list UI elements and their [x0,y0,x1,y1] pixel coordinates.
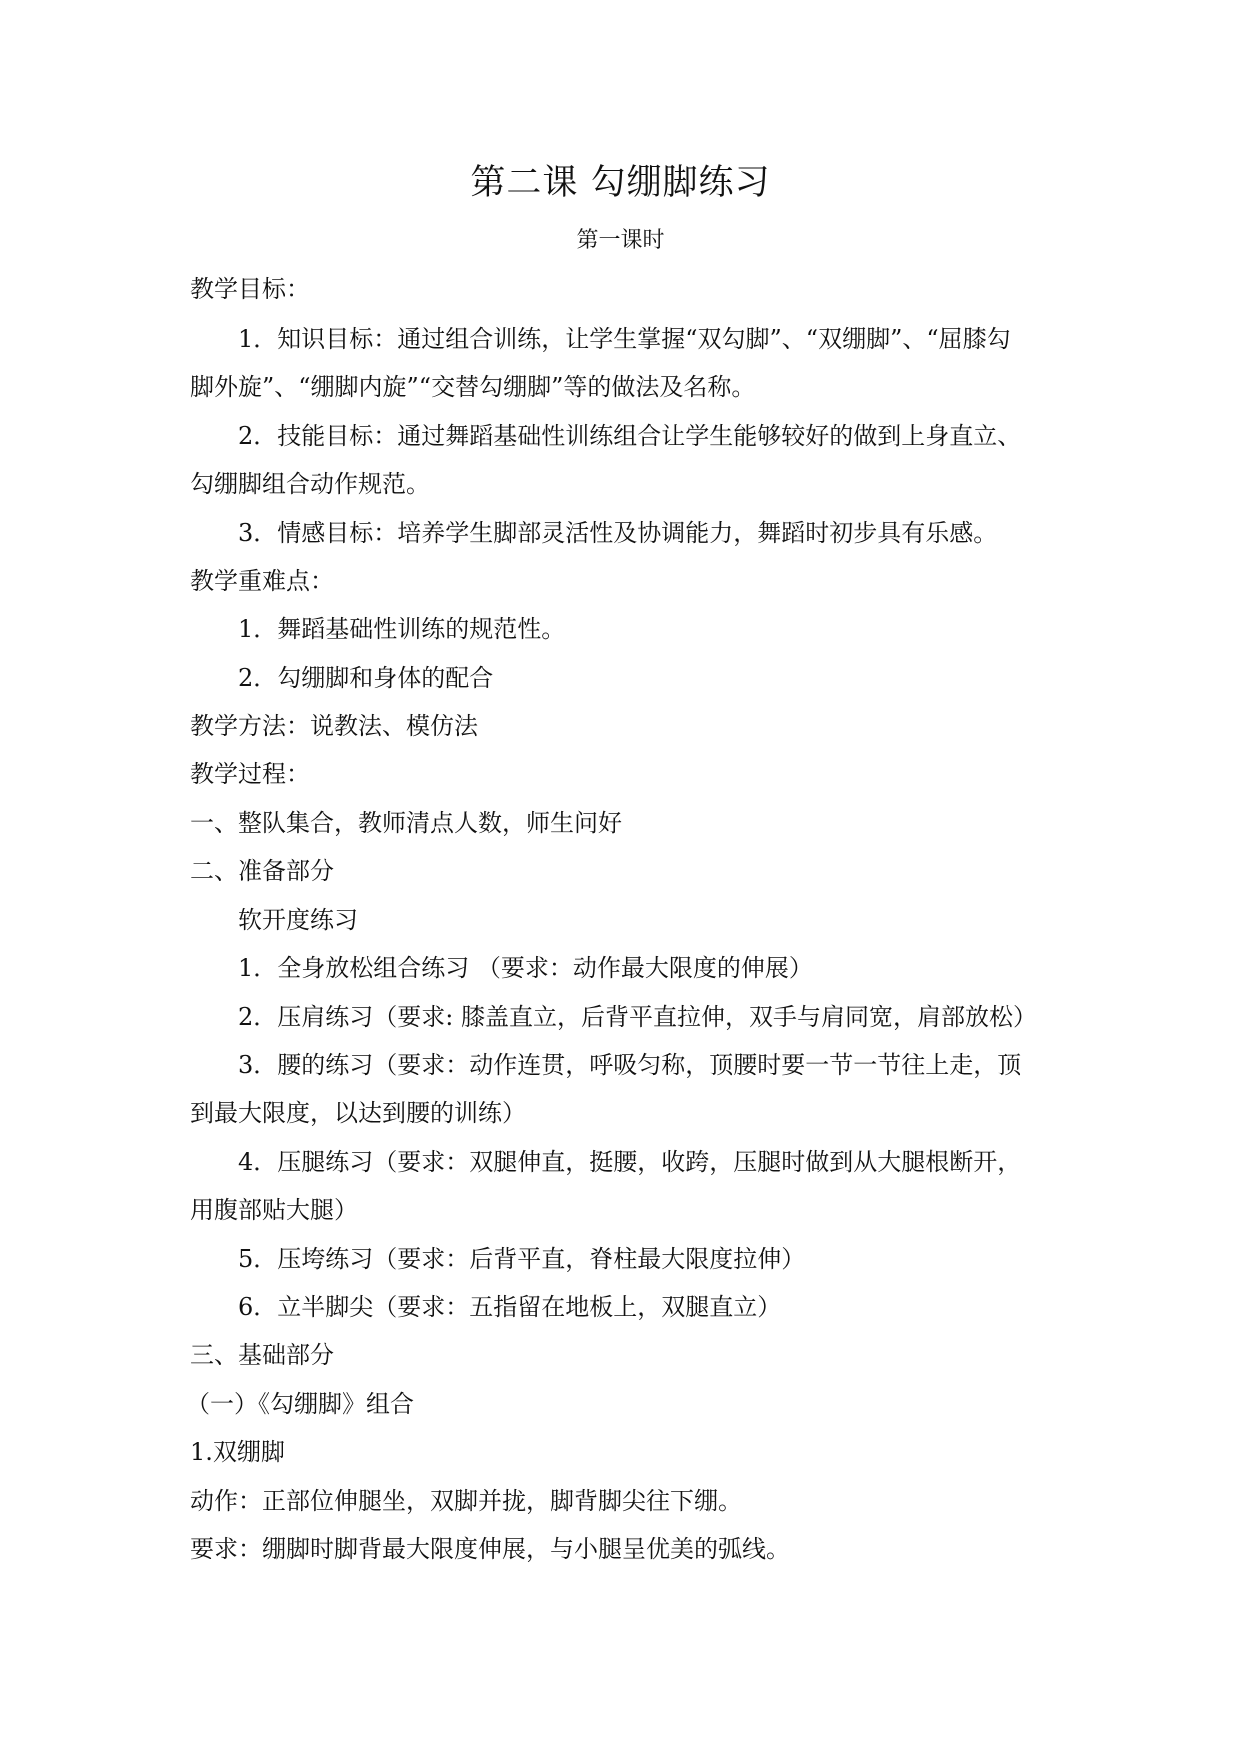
objective-2-line-2: 勾绷脚组合动作规范。 [190,470,430,498]
process-step-2: 二、准备部分 [190,857,334,885]
lesson-subtitle: 第一课时 [576,228,665,253]
objective-1-line-1: 1．知识目标：通过组合训练，让学生掌握“双勾脚”、“双绷脚”、“屈膝勾 [238,325,1011,353]
objective-3: 3．情感目标：培养学生脚部灵活性及协调能力，舞蹈时初步具有乐感。 [238,519,998,547]
exercise-6: 6．立半脚尖（要求：五指留在地板上，双腿直立） [238,1293,782,1321]
exercise-5: 5．压垮练习（要求：后背平直，脊柱最大限度拉伸） [238,1245,806,1273]
exercise-3-line-2: 到最大限度，以达到腰的训练） [190,1099,526,1127]
exercise-3-line-1: 3．腰的练习（要求：动作连贯，呼吸匀称，顶腰时要一节一节往上走，顶 [238,1051,1022,1079]
combination-heading: （一）《勾绷脚》组合 [186,1390,414,1418]
process-step-3: 三、基础部分 [190,1341,334,1369]
objective-2-line-1: 2．技能目标：通过舞蹈基础性训练组合让学生能够较好的做到上身直立、 [238,422,1022,450]
key-points-heading: 教学重难点： [190,567,334,595]
exercise-1: 1．全身放松组合练习 （要求：动作最大限度的伸展） [238,954,813,982]
lesson-title: 第二课 勾绷脚练习 [470,163,771,203]
process-heading: 教学过程： [190,760,310,788]
flexibility-heading: 软开度练习 [238,906,358,934]
teaching-method: 教学方法：说教法、模仿法 [190,712,478,740]
key-point-2: 2．勾绷脚和身体的配合 [238,664,494,692]
objectives-heading: 教学目标： [190,275,310,303]
objective-1-line-2: 脚外旋”、“绷脚内旋”“交替勾绷脚”等的做法及名称。 [190,373,756,401]
process-step-1: 一、整队集合，教师清点人数，师生问好 [190,809,622,837]
movement-1-heading: 1.双绷脚 [190,1438,285,1466]
exercise-4-line-2: 用腹部贴大腿） [190,1196,358,1224]
movement-1-action: 动作：正部位伸腿坐，双脚并拢，脚背脚尖往下绷。 [190,1487,742,1515]
key-point-1: 1．舞蹈基础性训练的规范性。 [238,615,566,643]
exercise-2: 2．压肩练习（要求: 膝盖直立，后背平直拉伸，双手与肩同宽，肩部放松） [238,1003,1037,1031]
movement-1-requirement: 要求：绷脚时脚背最大限度伸展，与小腿呈优美的弧线。 [190,1535,790,1563]
exercise-4-line-1: 4．压腿练习（要求：双腿伸直，挺腰，收跨，压腿时做到从大腿根断开， [238,1148,1022,1176]
